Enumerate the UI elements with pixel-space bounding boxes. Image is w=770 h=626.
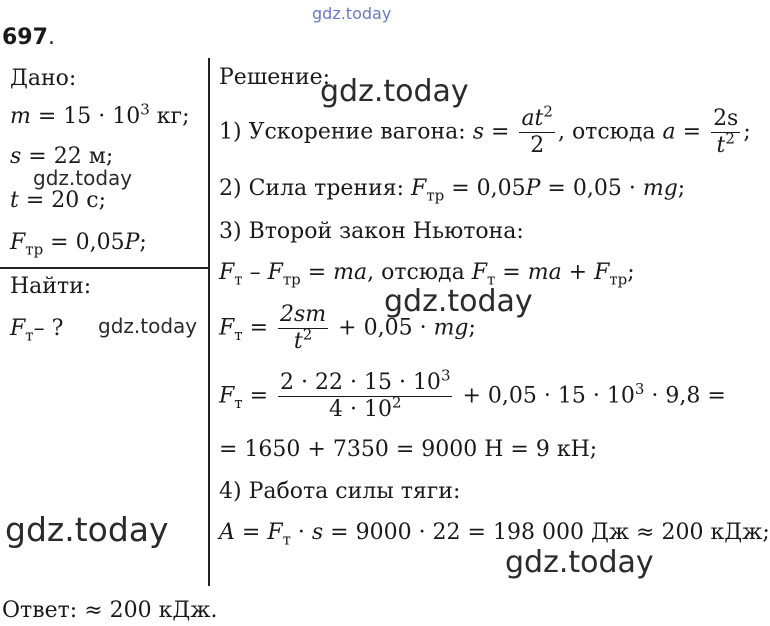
- given-title: Дано:: [10, 66, 77, 91]
- solution-step-1: 1) Ускорение вагона: s = $\frac{at^2}{2}$ , отсюда a = $\frac{2s}{t^2}$ ;: [219, 102, 751, 158]
- watermark-4: gdz.today: [384, 284, 533, 319]
- solution-step-3-line-2: $F_т$ = $\frac{2sm}{t^2}$ + 0,05 · mg;: [219, 302, 476, 354]
- watermark-3: gdz.today: [320, 74, 469, 109]
- watermark-5: gdz.today: [5, 510, 169, 549]
- vertical-divider: [208, 58, 210, 586]
- solution-step-4-title: 4) Работа силы тяги:: [219, 479, 461, 504]
- given-distance: s = 22 м;: [10, 144, 114, 169]
- watermark-top: gdz.today: [312, 4, 392, 23]
- solution-step-3-line-1: $F_т - F_{тр}$ = ma, отсюда $F_т$ = ma + $F_{тр}$;: [219, 260, 635, 289]
- watermark-1: gdz.today: [33, 166, 133, 190]
- solution-step-3-title: 3) Второй закон Ньютона:: [219, 219, 524, 244]
- given-mass: $m = 15 \cdot 10^3$ кг;: [10, 100, 190, 129]
- answer: Ответ: ≈ 200 кДж.: [2, 598, 218, 623]
- given-friction: $F_{тр} = 0,05P$;: [10, 230, 147, 259]
- problem-number: 697.: [2, 25, 55, 50]
- watermark-2: gdz.today: [98, 314, 198, 338]
- find-title: Найти:: [10, 274, 92, 299]
- horizontal-divider: [0, 267, 208, 269]
- solution-step-2: 2) Сила трения: $F_{тр} = 0,05P = 0,05$ · mg;: [219, 176, 686, 205]
- solution-step-4-line: $A = F_т \cdot s = 9000 \cdot 22 = 198$ 000 Дж ≈ 200 кДж;: [219, 520, 770, 549]
- watermark-6: gdz.today: [505, 545, 654, 580]
- given-time: t = 20 с;: [10, 188, 106, 213]
- solution-step-3-line-3: $F_т$ = $\frac{2 \cdot 22 \cdot 15 \cdot 10^3}{4 \cdot 10^2}$ + $0,05 \cdot 15 \cdot 10^3 \cdot 9,8$ =: [219, 366, 726, 422]
- solution-title: Решение:: [219, 65, 331, 90]
- solution-step-3-line-4: = 1650 + 7350 = 9000 Н = 9 кН;: [219, 437, 598, 462]
- find-force: $F_т-$ ?: [10, 316, 64, 345]
